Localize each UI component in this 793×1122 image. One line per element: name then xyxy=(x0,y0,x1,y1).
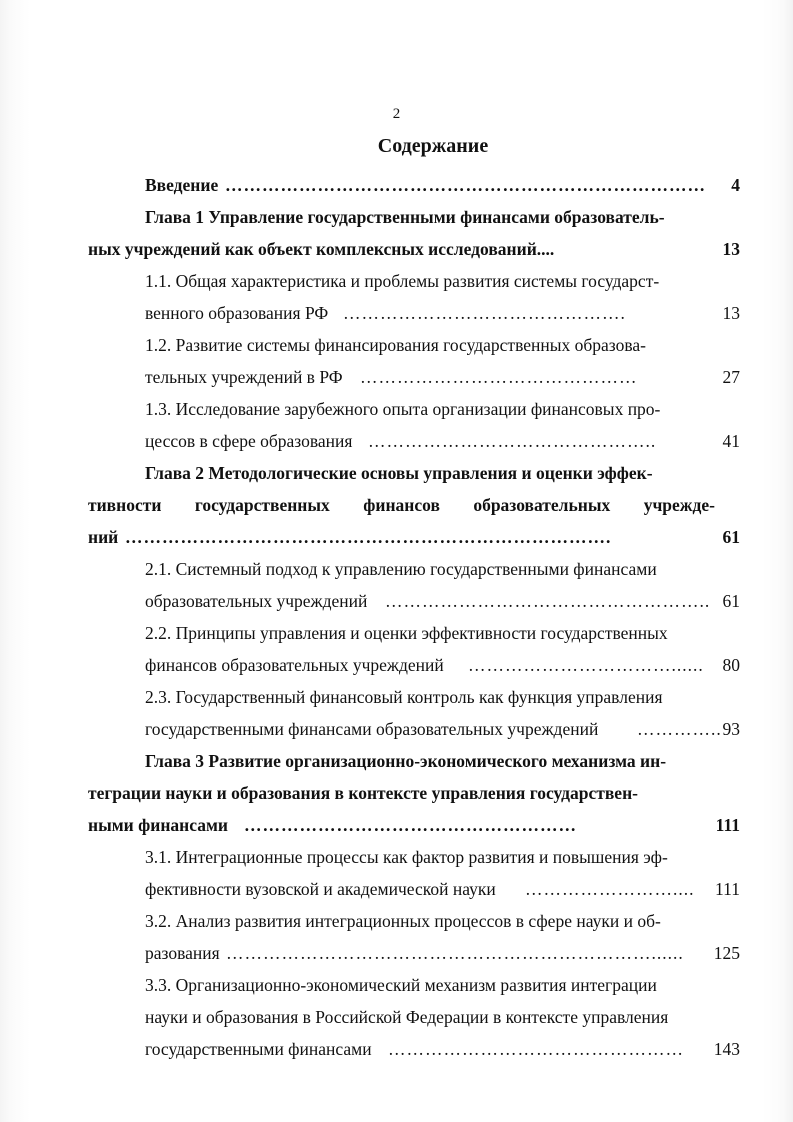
toc-page-number: 111 xyxy=(715,879,740,899)
toc-entry-text: фективности вузовской и академической науки xyxy=(145,879,496,899)
toc-entry-text: ных учреждений как объект комплексных исследований.... xyxy=(88,239,555,259)
toc-dots: ……………………………...... xyxy=(468,655,704,675)
toc-section-3-3-line1 xyxy=(0,969,793,1001)
toc-entry-text: венного образования РФ xyxy=(145,303,329,323)
toc-entry-text: теграции науки и образования в контексте управления государствен- xyxy=(88,783,638,803)
toc-chapter-3-line1 xyxy=(0,745,793,777)
toc-entry-intro xyxy=(0,169,793,201)
toc-page-number: 111 xyxy=(715,815,740,835)
toc-page-number: 13 xyxy=(722,239,740,259)
toc-entry-text: 1.1. Общая характеристика и проблемы развития системы государст- xyxy=(145,271,660,291)
toc-entry-text: Глава 1 Управление государственными финансами образователь- xyxy=(145,207,665,227)
toc-entry-text: финансов образовательных учреждений xyxy=(145,655,444,675)
toc-word: финансов xyxy=(363,495,440,515)
toc-entry-text: науки и образования в Российской Федерации в контексте управления xyxy=(145,1007,669,1027)
toc-dots: …………………………………………………………………… xyxy=(225,175,706,195)
toc-section-1-1-line2 xyxy=(0,297,793,329)
toc-entry-text: 2.2. Принципы управления и оценки эффективности государственных xyxy=(145,623,668,643)
toc-dots: ………………………………………. xyxy=(343,303,626,323)
toc-page-number: 13 xyxy=(722,303,740,323)
toc-entry-text: 3.1. Интеграционные процессы как фактор развития и повышения эф- xyxy=(145,847,668,867)
toc-dots: ……………………………………………… xyxy=(244,815,577,835)
toc-section-1-3-line1 xyxy=(0,393,793,425)
toc-page-number: 125 xyxy=(713,943,740,963)
toc-chapter-3-line3 xyxy=(0,809,793,841)
toc-page-number: 80 xyxy=(722,655,740,675)
toc-entry-text: 1.2. Развитие системы финансирования государственных образова- xyxy=(145,335,646,355)
toc-dots: …………………………………………….. xyxy=(385,591,711,611)
toc-entry-text: тельных учреждений в РФ xyxy=(145,367,343,387)
toc-entry-text: ний xyxy=(88,527,119,547)
toc-justified-line xyxy=(88,489,715,521)
page-number: 2 xyxy=(392,106,401,122)
toc-section-3-3-line3 xyxy=(0,1033,793,1065)
toc-dots: ……………………………………… xyxy=(360,367,638,387)
toc-entry-text: 2.3. Государственный финансовый контроль как функция управления xyxy=(145,687,663,707)
toc-dots: …………………….... xyxy=(525,879,695,899)
toc-entry-text: ными финансами xyxy=(88,815,228,835)
toc-section-2-2-line1 xyxy=(0,617,793,649)
toc-page-number: 61 xyxy=(722,591,740,611)
toc-page-number: 41 xyxy=(722,431,740,451)
toc-chapter-1-line1 xyxy=(0,201,793,233)
toc-chapter-2-line2 xyxy=(0,489,793,521)
toc-page-number: 4 xyxy=(731,175,740,195)
toc-section-1-3-line2 xyxy=(0,425,793,457)
toc-entry-text: Глава 2 Методологические основы управления и оценки эффек- xyxy=(145,463,653,483)
toc-dots: ………….. xyxy=(637,719,722,739)
toc-section-1-1-line1 xyxy=(0,265,793,297)
toc-word: образовательных xyxy=(473,495,611,515)
toc-entry-text: Глава 3 Развитие организационно-экономического механизма ин- xyxy=(145,751,667,771)
toc-dots: ……………………………………………………………………. xyxy=(125,527,612,547)
toc-section-2-3-line2 xyxy=(0,713,793,745)
toc-page-number: 143 xyxy=(713,1039,740,1059)
toc-entry-text: 2.1. Системный подход к управлению государственными финансами xyxy=(145,559,657,579)
toc-page-number: 27 xyxy=(722,367,740,387)
toc-entry-text: образовательных учреждений xyxy=(145,591,368,611)
toc-section-2-3-line1 xyxy=(0,681,793,713)
toc-page-number: 93 xyxy=(722,719,740,739)
toc-section-1-2-line1 xyxy=(0,329,793,361)
toc-section-2-1-line1 xyxy=(0,553,793,585)
toc-chapter-2-line3 xyxy=(0,521,793,553)
toc-section-3-3-line2 xyxy=(0,1001,793,1033)
toc-entry-text: 1.3. Исследование зарубежного опыта организации финансовых про- xyxy=(145,399,661,419)
toc-dots: ……………………………………………………………...... xyxy=(226,943,684,963)
toc-page-number: 61 xyxy=(722,527,740,547)
toc-section-3-2-line1 xyxy=(0,905,793,937)
toc-section-3-2-line2 xyxy=(0,937,793,969)
toc-section-2-1-line2 xyxy=(0,585,793,617)
toc-section-2-2-line2 xyxy=(0,649,793,681)
toc-dots: ……………………………………….. xyxy=(368,431,657,451)
toc-entry-text: Введение xyxy=(145,175,219,195)
toc-section-1-2-line2 xyxy=(0,361,793,393)
toc-section-3-1-line2 xyxy=(0,873,793,905)
toc-chapter-2-line1 xyxy=(0,457,793,489)
toc-entry-text: государственными финансами образовательных учреждений xyxy=(145,719,599,739)
toc-word: государственных xyxy=(194,495,330,515)
toc-chapter-3-line2 xyxy=(0,777,793,809)
toc-entry-text: разования xyxy=(145,943,220,963)
toc-word: учрежде- xyxy=(643,495,715,515)
toc-entry-text: цессов в сфере образования xyxy=(145,431,353,451)
toc-entry-text: государственными финансами xyxy=(145,1039,372,1059)
toc-word: тивности xyxy=(88,495,162,515)
toc-chapter-1-line2 xyxy=(0,233,793,265)
toc-section-3-1-line1 xyxy=(0,841,793,873)
toc-entry-text: 3.3. Организационно-экономический механизм развития интеграции xyxy=(145,975,657,995)
toc-dots: ………………………………………… xyxy=(388,1039,684,1059)
toc-entry-text: 3.2. Анализ развития интеграционных процессов в сфере науки и об- xyxy=(145,911,661,931)
toc-title: Содержание xyxy=(377,135,489,157)
